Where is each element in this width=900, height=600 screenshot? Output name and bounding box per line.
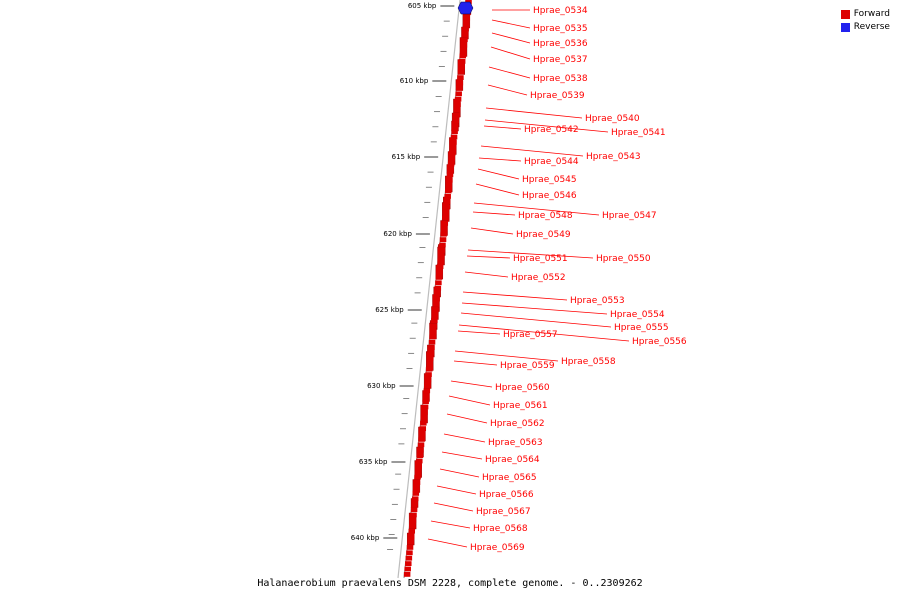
gene-label[interactable]: Hprae_0555: [614, 323, 669, 333]
gene-label[interactable]: Hprae_0548: [518, 211, 573, 221]
feature-block-forward: [462, 27, 469, 32]
gene-leader-line: [492, 20, 530, 28]
ruler-label: 625 kbp: [375, 306, 404, 314]
ruler-label: 630 kbp: [367, 382, 396, 390]
gene-label[interactable]: Hprae_0560: [495, 383, 550, 393]
gene-leader-line: [434, 503, 473, 511]
gene-leader-line: [442, 452, 482, 459]
feature-block-forward: [439, 243, 446, 248]
gene-label[interactable]: Hprae_0552: [511, 273, 566, 283]
gene-label[interactable]: Hprae_0541: [611, 128, 666, 138]
feature-block-forward: [416, 459, 423, 464]
feature-block-forward: [413, 491, 420, 496]
feature-block-forward: [408, 534, 415, 539]
gene-label[interactable]: Hprae_0557: [503, 330, 558, 340]
feature-block-forward: [429, 334, 436, 339]
gene-leader-line: [455, 351, 558, 361]
feature-block-forward: [428, 351, 435, 356]
feature-block-forward: [449, 151, 456, 156]
gene-label[interactable]: Hprae_0564: [485, 455, 540, 465]
feature-block-forward: [455, 97, 462, 102]
gene-label[interactable]: Hprae_0561: [493, 401, 548, 411]
gene-leader-line: [428, 539, 467, 547]
feature-block-forward: [463, 21, 470, 26]
feature-block-forward: [411, 502, 418, 507]
feature-block-forward: [417, 448, 424, 453]
feature-block-forward: [407, 540, 414, 545]
feature-block-forward: [432, 313, 439, 318]
feature-block-forward: [429, 340, 436, 345]
feature-block-forward: [436, 275, 443, 280]
feature-block-forward: [445, 189, 452, 194]
feature-block-forward: [461, 37, 468, 42]
gene-leader-line: [449, 396, 490, 405]
feature-block-forward: [440, 232, 447, 237]
feature-block-forward: [409, 529, 416, 534]
feature-block-forward: [462, 32, 469, 37]
feature-block-forward: [442, 221, 449, 226]
legend: [841, 8, 890, 34]
feature-block-forward: [421, 410, 428, 415]
diagram-caption: Halanaerobium praevalens DSM 2228, complete genome. - 0..2309262: [257, 578, 643, 589]
gene-leader-line: [488, 85, 527, 95]
gene-label[interactable]: Hprae_0562: [490, 419, 545, 429]
feature-block-forward: [435, 286, 442, 291]
feature-block-forward: [431, 324, 438, 329]
feature-block-forward: [459, 54, 466, 59]
gene-label[interactable]: Hprae_0538: [533, 74, 588, 84]
legend-label-reverse: Reverse: [853, 22, 890, 32]
feature-block-forward: [425, 372, 432, 377]
gene-labels: [470, 6, 687, 553]
feature-block-forward: [453, 113, 460, 118]
feature-blocks: [404, 0, 472, 577]
legend-swatch-forward: [841, 10, 850, 19]
feature-block-forward: [460, 48, 467, 53]
feature-block-forward: [417, 453, 424, 458]
feature-block-forward: [437, 264, 444, 269]
feature-block-forward: [426, 361, 433, 366]
feature-block-forward: [424, 388, 431, 393]
feature-block-forward: [443, 205, 450, 210]
feature-block-forward: [404, 567, 411, 572]
feature-block-forward: [415, 469, 422, 474]
feature-block-forward: [422, 399, 429, 404]
gene-label[interactable]: Hprae_0563: [488, 438, 543, 448]
feature-block-forward: [423, 394, 430, 399]
feature-block-reverse[interactable]: [458, 2, 473, 14]
gene-label[interactable]: Hprae_0568: [473, 524, 528, 534]
feature-block-forward: [459, 59, 466, 64]
gene-leader-line: [444, 434, 485, 442]
gene-leader-line: [467, 256, 510, 258]
gene-leader-line: [489, 67, 530, 78]
feature-block-forward: [422, 405, 429, 410]
feature-block-forward: [451, 135, 458, 140]
feature-block-forward: [421, 415, 428, 420]
feature-block-forward: [440, 237, 447, 242]
gene-leader-line: [486, 108, 582, 118]
feature-block-forward: [424, 383, 431, 388]
feature-block-forward: [406, 556, 413, 561]
feature-block-forward: [405, 561, 412, 566]
ruler-label: 615 kbp: [391, 153, 421, 161]
gene-label[interactable]: Hprae_0543: [586, 152, 641, 162]
feature-block-forward: [425, 378, 432, 383]
feature-block-forward: [455, 91, 462, 96]
ruler-label: 635 kbp: [358, 458, 388, 466]
feature-block-forward: [420, 421, 427, 426]
feature-block-forward: [461, 43, 468, 48]
feature-block-forward: [447, 172, 454, 177]
feature-block-forward: [404, 572, 411, 577]
gene-label[interactable]: Hprae_0559: [500, 361, 555, 371]
gene-leader-line: [463, 292, 567, 300]
ruler-label: 610 kbp: [399, 77, 429, 85]
gene-label[interactable]: Hprae_0547: [602, 211, 657, 221]
gene-label[interactable]: Hprae_0549: [516, 230, 571, 240]
feature-block-forward: [411, 507, 418, 512]
feature-block-forward: [452, 124, 459, 129]
gene-leader-line: [473, 212, 515, 215]
feature-block-forward: [441, 226, 448, 231]
feature-block-forward: [444, 194, 451, 199]
gene-leader-line: [454, 361, 497, 365]
feature-block-forward: [413, 486, 420, 491]
feature-block-forward: [409, 523, 416, 528]
gene-leader-line: [451, 381, 492, 387]
feature-block-forward: [458, 64, 465, 69]
feature-block-forward: [457, 81, 464, 86]
feature-block-forward: [410, 513, 417, 518]
legend-label-forward: Forward: [853, 9, 890, 19]
ruler-label: 620 kbp: [383, 230, 412, 238]
feature-block-forward: [436, 270, 443, 275]
feature-block-forward: [453, 118, 460, 123]
gene-leader-line: [461, 313, 611, 327]
gene-leader-line: [440, 469, 479, 477]
feature-block-forward: [407, 545, 414, 550]
gene-label[interactable]: Hprae_0565: [482, 473, 537, 483]
legend-item-forward: [841, 8, 890, 21]
gene-leader-line: [447, 414, 487, 423]
feature-block-forward: [448, 156, 455, 161]
feature-block-forward: [406, 550, 413, 555]
feature-block-forward: [433, 297, 440, 302]
feature-block-forward: [433, 302, 440, 307]
gene-label[interactable]: Hprae_0540: [585, 114, 640, 124]
feature-block-forward: [434, 291, 441, 296]
feature-block-forward: [430, 329, 437, 334]
gene-label[interactable]: Hprae_0546: [522, 191, 577, 201]
gene-label[interactable]: Hprae_0554: [610, 310, 665, 320]
feature-block-forward: [444, 199, 451, 204]
feature-block-forward: [437, 259, 444, 264]
ruler-label: 640 kbp: [350, 534, 380, 542]
feature-block-forward: [451, 129, 458, 134]
feature-block-forward: [446, 183, 453, 188]
feature-block-forward: [420, 426, 427, 431]
gene-leader-line: [437, 486, 476, 494]
feature-block-forward: [412, 496, 419, 501]
feature-block-forward: [456, 86, 463, 91]
feature-block-forward: [443, 210, 450, 215]
gene-leader-line: [492, 33, 530, 43]
ruler-labels: [351, 2, 437, 542]
gene-label[interactable]: Hprae_0556: [632, 337, 687, 347]
feature-block-forward: [431, 318, 438, 323]
feature-block-forward: [410, 518, 417, 523]
gene-leader-line: [471, 228, 513, 234]
feature-block-forward: [439, 248, 446, 253]
feature-block-forward: [428, 345, 435, 350]
gene-leader-line: [491, 47, 530, 59]
gene-label[interactable]: Hprae_0544: [524, 157, 579, 167]
gene-label[interactable]: Hprae_0558: [561, 357, 616, 367]
legend-item-reverse: [841, 21, 890, 34]
gene-leader-line: [481, 146, 583, 156]
legend-swatch-reverse: [841, 23, 850, 32]
feature-block-forward: [426, 367, 433, 372]
feature-block-forward: [427, 356, 434, 361]
gene-leader-line: [465, 272, 508, 277]
gene-label[interactable]: Hprae_0537: [533, 55, 588, 65]
gene-label[interactable]: Hprae_0569: [470, 543, 525, 553]
feature-block-forward: [435, 280, 442, 285]
feature-block-forward: [438, 253, 445, 258]
feature-block-forward: [432, 307, 439, 312]
feature-block-forward: [447, 167, 454, 172]
feature-block-forward: [419, 432, 426, 437]
gene-leader-line: [478, 169, 519, 179]
feature-block-forward: [418, 442, 425, 447]
gene-label[interactable]: Hprae_0550: [596, 254, 651, 264]
gene-label[interactable]: Hprae_0536: [533, 39, 588, 49]
gene-label[interactable]: Hprae_0545: [522, 175, 577, 185]
gene-label[interactable]: Hprae_0535: [533, 24, 588, 34]
gene-label[interactable]: Hprae_0567: [476, 507, 531, 517]
feature-block-forward: [442, 216, 449, 221]
gene-label[interactable]: Hprae_0553: [570, 296, 625, 306]
feature-block-forward: [414, 480, 421, 485]
gene-label[interactable]: Hprae_0534: [533, 6, 588, 16]
feature-block-forward: [454, 108, 461, 113]
gene-label[interactable]: Hprae_0551: [513, 254, 568, 264]
gene-label[interactable]: Hprae_0539: [530, 91, 585, 101]
feature-block-forward: [464, 16, 471, 21]
gene-leader-line: [476, 184, 519, 195]
feature-block-forward: [450, 140, 457, 145]
gene-leader-line: [479, 158, 521, 161]
feature-block-forward: [446, 178, 453, 183]
gene-leader-line: [458, 331, 500, 334]
feature-block-forward: [418, 437, 425, 442]
feature-block-forward: [458, 70, 465, 75]
feature-block-forward: [454, 102, 461, 107]
gene-label[interactable]: Hprae_0542: [524, 125, 579, 135]
feature-block-forward: [448, 162, 455, 167]
feature-block-forward: [457, 75, 464, 80]
feature-block-forward: [414, 475, 421, 480]
gene-leader-line: [484, 126, 521, 129]
ruler-label: 605 kbp: [407, 2, 437, 10]
gene-label[interactable]: Hprae_0566: [479, 490, 534, 500]
feature-block-forward: [450, 145, 457, 150]
gene-leader-line: [431, 521, 470, 528]
feature-block-forward: [415, 464, 422, 469]
